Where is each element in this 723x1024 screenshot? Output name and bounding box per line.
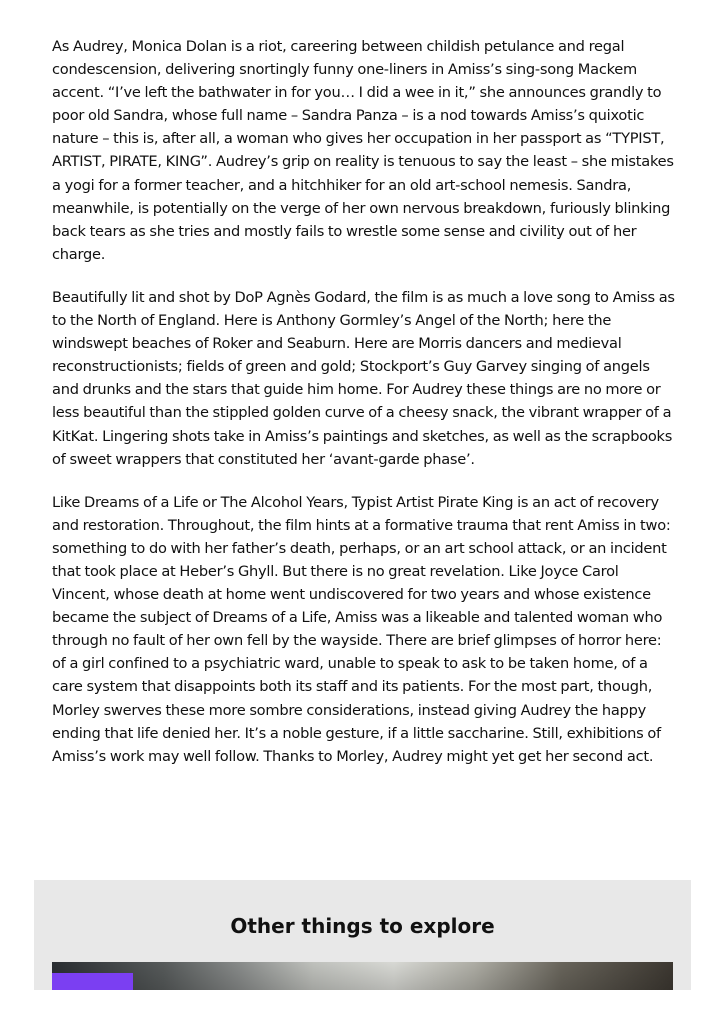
article-paragraph: Like Dreams of a Life or The Alcohol Years, Typist Artist Pirate King is an act of recovery and restoration. Throughout, the film hints at a formative trauma that rent Amiss in two: something to do with her father’s death, perhaps, or an art school attack, or an incident that took place at Heber’s Ghyll. But there is no great revelation. Like Joyce Carol Vincent, whose death at home went undiscovered for two years and whose existence became the subject of Dreams of a Life, Amiss was a likeable and talented woman who through no fault of her own fell by the wayside. There are brief glimpses of horror here: of a girl confined to a psychiatric ward, unable to speak to ask to be taken home, of a care system that disappoints both its staff and its patients. For the most part, though, Morley swerves these more sombre considerations, instead giving Audrey the happy ending that life denied her. It’s a noble gesture, if a little saccharine. Still, exhibitions of Amiss’s work may well follow. Thanks to Morley, Audrey might yet get her second act. bbox=[52, 493, 671, 765]
category-tag bbox=[52, 973, 133, 990]
image-shade bbox=[52, 962, 673, 990]
section-heading: Other things to explore bbox=[230, 914, 495, 938]
article-paragraph: Beautifully lit and shot by DoP Agnès Godard, the film is as much a love song to Amiss as to the North of England. Here is Anthony Gormley’s Angel of the North; here the windswept beaches of Roker and Seaburn. Here are Morris dancers and medieval reconstructionists; fields of green and gold; Stockport’s Guy Garvey singing of angels and drunks and the stars that guide him home. For Audrey these things are no more or less beautiful than the stippled golden curve of a cheesy snack, the vibrant wrapper of a KitKat. Lingering shots take in Amiss’s paintings and sketches, as well as the scrapbooks of sweet wrappers that constituted her ‘avant-garde phase’. bbox=[52, 288, 675, 468]
other-things-to-explore-section bbox=[34, 880, 691, 990]
explore-card-image[interactable] bbox=[52, 962, 673, 990]
article-body bbox=[52, 35, 676, 788]
article-paragraph: As Audrey, Monica Dolan is a riot, careering between childish petulance and regal condescension, delivering snortingly funny one-liners in Amiss’s sing-song Mackem accent. “I’ve left the bathwater in for you… I did a wee in it,” she announces grandly to poor old Sandra, whose full name – Sandra Panza – is a nod towards Amiss’s quixotic nature – this is, after all, a woman who gives her occupation in her passport as “TYPIST, ARTIST, PIRATE, KING”. Audrey’s grip on reality is tenuous to say the least – she mistakes a yogi for a former teacher, and a hitchhiker for an old art-school nemesis. Sandra, meanwhile, is potentially on the verge of her own nervous breakdown, furiously blinking back tears as she tries and mostly fails to wrestle some sense and civility out of her charge. bbox=[52, 38, 674, 263]
